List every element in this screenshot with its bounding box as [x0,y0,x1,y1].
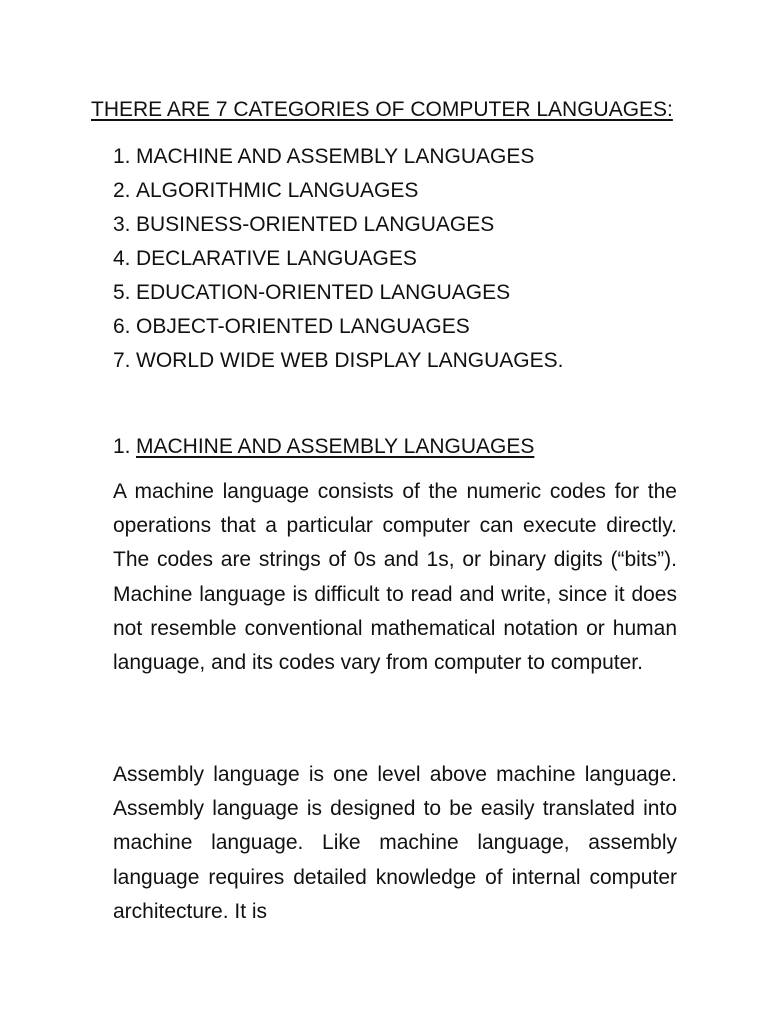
list-item-label: EDUCATION-ORIENTED LANGUAGES [136,281,511,304]
list-item [113,310,563,344]
page-heading: THERE ARE 7 CATEGORIES OF COMPUTER LANGUAGES: [91,98,673,121]
list-item [113,208,563,242]
list-item-number: 6. [113,315,131,338]
list-item [113,140,563,174]
list-item [113,174,563,208]
list-item-label: BUSINESS-ORIENTED LANGUAGES [136,213,495,236]
list-item-number: 3. [113,213,131,236]
paragraph-machine-language: A machine language consists of the numeric codes for the operations that a particular computer can execute directly. The codes are strings of 0s and 1s, or binary digits (“bits”). Machine language is difficult to read and write, since it does not resemble conventional mathematical notation or human language, and its codes vary from computer to computer. [113,480,677,675]
list-item-number: 5. [113,281,131,304]
categories-list [113,140,563,378]
list-item-number: 7. [113,349,131,372]
list-item [113,344,563,378]
list-item-label: DECLARATIVE LANGUAGES [136,247,417,270]
list-item [113,242,563,276]
paragraph-assembly-language: Assembly language is one level above machine language. Assembly language is designed to be easily translated into machine language. Like machine language, assembly language requires detailed knowledge of internal computer architecture. It is [113,763,677,923]
section-heading [113,432,534,462]
list-item-label: WORLD WIDE WEB DISPLAY LANGUAGES. [136,349,564,372]
section-number: 1. [113,435,131,458]
list-item-number: 1. [113,145,131,168]
section-title: MACHINE AND ASSEMBLY LANGUAGES [136,435,535,458]
list-item-label: MACHINE AND ASSEMBLY LANGUAGES [136,145,535,168]
list-item-label: ALGORITHMIC LANGUAGES [136,179,419,202]
list-item-number: 4. [113,247,131,270]
list-item [113,276,563,310]
list-item-label: OBJECT-ORIENTED LANGUAGES [136,315,470,338]
list-item-number: 2. [113,179,131,202]
